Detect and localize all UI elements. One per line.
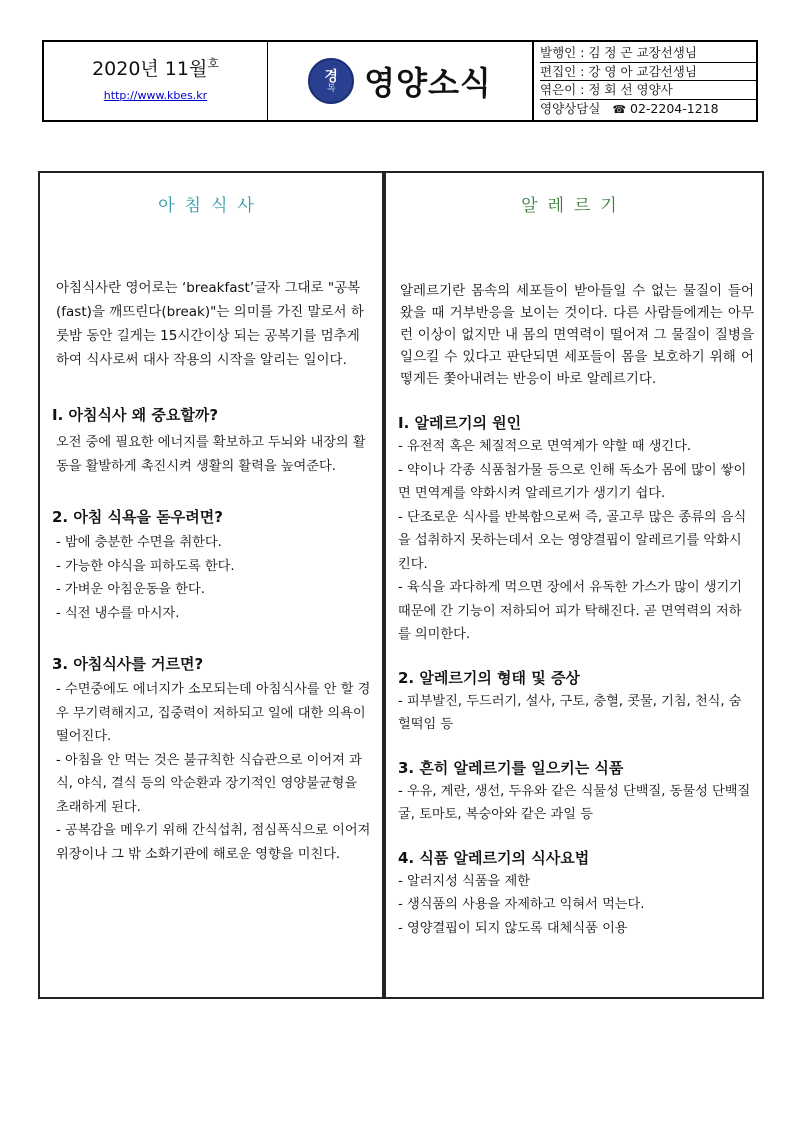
staff-info xyxy=(534,42,756,120)
editor-line: 편집인 : 강 영 아 교감선생님 xyxy=(540,63,756,82)
contact-label: 영양상담실 xyxy=(540,100,601,116)
allergy-section-1-title: I. 알레르기의 원인 xyxy=(398,414,522,432)
list-item: - 약이나 각종 식품첨가물 등으로 인해 독소가 몸에 많이 쌓이면 면역계를 약화시켜 알레르기가 생기기 쉽다. xyxy=(398,462,747,501)
allergy-section-4-title: 4. 식품 알레르기의 식사요법 xyxy=(398,848,590,867)
list-item: - 생식품의 사용을 자제하고 익혀서 먹는다. xyxy=(398,897,645,912)
breakfast-section-2-title: 2. 아침 식욕을 돋우려면? xyxy=(52,508,223,526)
logo-text-bottom: 복 xyxy=(326,84,336,94)
issue-suffix: 호 xyxy=(207,56,219,71)
allergy-section-2-text: - 피부발진, 두드러기, 설사, 구토, 충혈, 콧물, 기침, 천식, 숨 헐떡임 등 xyxy=(398,693,742,732)
issue-date xyxy=(92,54,219,81)
issue-block xyxy=(44,42,268,120)
list-item: - 밤에 충분한 수면을 취한다. xyxy=(56,535,222,550)
breakfast-section-2-list xyxy=(40,531,382,625)
contact-line xyxy=(540,100,756,119)
allergy-section-3-title: 3. 흔히 알레르기를 일으키는 식품 xyxy=(398,758,624,777)
allergy-section-3-text: - 우유, 계란, 생선, 두유와 같은 식물성 단백질, 동물성 단백질 굴, 토마토, 복숭아와 같은 과일 등 xyxy=(398,783,751,822)
allergy-section-4-list xyxy=(386,870,762,941)
publisher-line: 발행인 : 김 정 곤 교장선생님 xyxy=(540,44,756,63)
issue-date-text: 2020년 11월 xyxy=(92,58,208,80)
allergy-intro: 알레르기란 몸속의 세포들이 받아들일 수 없는 물질이 들어왔을 때 거부반응을 보이는 것이다. 다른 사람들에게는 아무런 이상이 없지만 내 몸의 면역력이 떨어져 그 물질이 질병을 일으킬 수 있다고 판단되면 세포들이 몸을 보호하기 위해 어떻게든 쫓아내려는 반응이 바로 알레르기다. xyxy=(400,283,754,387)
allergy-section-1-list xyxy=(386,435,762,647)
school-logo xyxy=(308,58,354,104)
breakfast-section-3-list xyxy=(40,678,382,866)
logo-text-top: 경 xyxy=(324,69,338,85)
list-item: - 수면중에도 에너지가 소모되는데 아침식사를 안 할 경우 무기력해지고, 집중력이 저하되고 일에 대한 의욕이 떨어진다. xyxy=(56,682,371,744)
content-columns xyxy=(38,171,764,999)
breakfast-title: 아침식사 xyxy=(158,196,264,216)
phone-number: 02-2204-1218 xyxy=(630,100,719,116)
allergy-section-2-title: 2. 알레르기의 형태 및 증상 xyxy=(398,668,580,687)
breakfast-section-3-title: 3. 아침식사를 거르면? xyxy=(52,655,204,673)
title-block xyxy=(268,42,534,120)
list-item: - 단조로운 식사를 반복함으로써 즉, 골고루 많은 종류의 음식을 섭취하지 못하는데서 오는 영양결핍이 알레르기를 악화시킨다. xyxy=(398,509,747,572)
breakfast-section-1-title: I. 아침식사 왜 중요할까? xyxy=(52,406,219,424)
breakfast-section-1-text: 오전 중에 필요한 에너지를 확보하고 두뇌와 내장의 활동을 활발하게 촉진시켜 생활의 활력을 높여준다. xyxy=(56,435,366,474)
list-item: - 유전적 혹은 체질적으로 면역계가 약할 때 생긴다. xyxy=(398,439,692,454)
phone-icon: ☎ xyxy=(612,102,627,116)
newsletter-header xyxy=(42,40,758,122)
allergy-title: 알레르기 xyxy=(521,196,627,216)
school-url-link[interactable]: http://www.kbes.kr xyxy=(103,89,208,102)
author-line: 엮은이 : 정 회 선 영양사 xyxy=(540,81,756,100)
list-item: - 가능한 야식을 피하도록 한다. xyxy=(56,558,235,574)
list-item: - 공복감을 메우기 위해 간식섭취, 점심폭식으로 이어져 위장이나 그 밖 소화기관에 해로운 영향을 미친다. xyxy=(56,823,371,862)
allergy-column xyxy=(384,171,764,999)
list-item: - 아침을 안 먹는 것은 불규칙한 식습관으로 이어져 과식, 야식, 결식 등의 악순환과 장기적인 영양불균형을 초래하게 된다. xyxy=(56,752,362,815)
breakfast-column xyxy=(38,171,384,999)
list-item: - 가벼운 아침운동을 한다. xyxy=(56,582,205,597)
list-item: - 육식을 과다하게 먹으면 장에서 유독한 가스가 많이 생기기 때문에 간 기능이 저하되어 피가 탁해진다. 곧 면역력의 저하를 의미한다. xyxy=(398,580,743,642)
list-item: - 알러지성 식품을 제한 xyxy=(398,873,530,889)
breakfast-intro: 아침식사란 영어로는 ‘breakfast’글자 그대로 "공복(fast)을 깨뜨린다(break)"는 의미를 가진 말로서 하룻밤 동안 길게는 15시간이상 되는 공복기를 멈추게 하여 식사로써 대사 작용의 시작을 알리는 일이다. xyxy=(56,280,364,368)
list-item: - 식전 냉수를 마시자. xyxy=(56,605,180,621)
newsletter-title: 영양소식 xyxy=(364,64,492,102)
list-item: - 영양결핍이 되지 않도록 대체식품 이용 xyxy=(398,920,628,936)
